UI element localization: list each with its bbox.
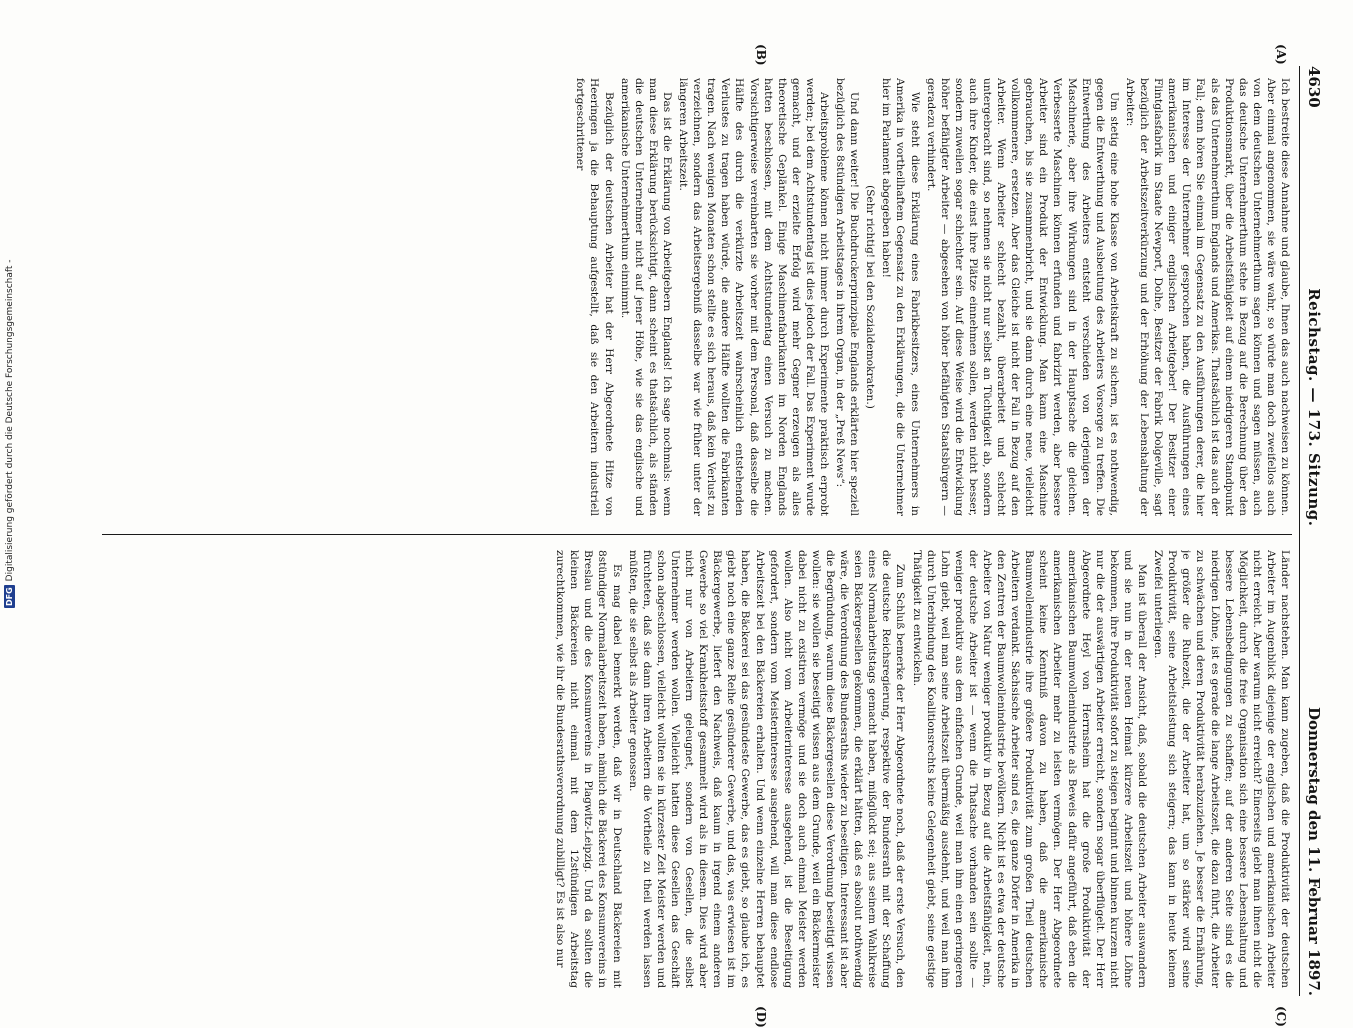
margin-marker-b: (B) <box>754 44 768 66</box>
page-number: 4630 <box>1305 66 1323 108</box>
paragraph: Bezüglich der deutschen Arbeiter hat der Herr Abgeordnete Hitze von Heeringen ja die Behauptung aufgestellt, daß sie den Arbeitern industriell fortgeschrittener <box>574 78 615 516</box>
quote-paragraph: Arbeitsprobleme können nicht immer durch Experimente praktisch erprobt werden; bei dem Achtstundentag ist dies jedoch der Fall. Das Experiment wurde gemacht, und der erzielte Erfolg wird mehr Gegner erzeugen als alles theoretische Geplänkel. Einige Maschinenfabrikanten im Norden Englands hatten beschlossen, mit dem Achtstundentag einen Versuch zu machen. Vorsichtigerweise vereinbarten sie vorher mit dem Personal, daß dasselbe die Hälfte des durch die verkürzte Arbeitszeit wahrscheinlich entstehenden Verlustes zu tragen haben würde, die andere Hälfte wollten die Fabrikanten tragen. Nach wenigen Monaten schon stellte es sich heraus, daß kein Verlust zu verzeichnen, sondern das Arbeitsergebniß dasselbe war wie früher unter der längeren Arbeitszeit. <box>677 78 830 516</box>
dfg-logo: DFG <box>5 587 14 606</box>
paragraph: Länder nachstehen. Man kann zugeben, daß die Produktivität der deutschen Arbeiter im Augenblick diejenige der englischen und amerikanischen Arbeiter nicht erreicht. Aber warum nicht erreicht? Einerseits giebt man ihnen nicht die Möglichkeit, durch die freie Organisation sich eine bessere Lebenshaltung und bessere Lebensbedingungen zu schaffen; auf der anderen Seite sind es die niedrigen Löhne, ist es gerade die lange Arbeitszeit, die dazu führt, die Arbeiter zu schwächen und deren Produktivität herabzuziehen. Je besser die Ernährung, je größer die Ruhezeit, die der Arbeiter hat, um so stärker wird seine Produktivität, seine Arbeitsleistung sich steigern; das kann in heute keinem Zweifel unterliegen. <box>1152 550 1291 988</box>
margin-marker-a: (A) <box>1274 44 1288 65</box>
digitization-credit <box>4 259 15 608</box>
paragraph: Zum Schluß bemerke der Herr Abgeordnete noch, daß der erste Versuch, den die deutsche Reichsregierung, respektive der Bundesrath mit der Schaffung eines Normalarbeitstags gemacht haben, mißglückt sei; aus seinem Wahlkreise seien Bäckergesellen gekommen, die erklärt hätten, daß es absolut nothwendig wäre, die Verordnung des Bundesraths wieder zu beseitigen. Interessant ist aber die Begründung, warum diese Bäckergesellen diese Verordnung beseitigt wissen wollen: sie wollen sie beseitigt wissen aus dem Grunde, weil ein Bäckermeister dabei nicht zu existiren vermöge und sie doch auch einmal Meister werden wollen. Also nicht vom Arbeiterinteresse ausgehend, ist die Beseitigung gefordert, sondern vom Meisterinteresse ausgehend, will man diese endlose Arbeitszeit bei den Bäckereien erhalten. Und wenn einzelne Herren behauptet haben, die Bäckerei sei das gesündeste Gewerbe, das es giebt, so glaube ich, es giebt noch eine ganze Reihe gesünderer Gewerbe, und das, was erwiesen ist im Bäckergewerbe, liefert den Nachweis, daß kaum in irgend einem anderen Gewerbe so viel Krankheitsstoff gesammelt wird als in diesem. Dies wird aber nicht nur von Arbeitern geleugnet, sondern von Gesellen, die selbst Unternehmer werden wollen. Vielleicht hatten diese Gesellen das Geschäft schon abgeschlossen, vielleicht wollten sie in kürzester Zeit Meister werden und fürchteten, daß sie dann ihren Arbeitern die Vortheile zu theil werden lassen müßten, die sie selbst als Arbeiter genossen. <box>626 550 907 988</box>
paragraph: Ich bestreite diese Annahme und glaube, Ihnen das auch nachweisen zu können. Aber einmal angenommen, sie wäre wahr, so würde man doch zweifellos auch von dem deutschen Unternehmerthum sagen können und sagen müssen, auch das deutsche Unternehmerthum stehe in Bezug auf die Berechnung über den Produktionsmarkt, über die Arbeitsfähigkeit auf einem niedrigeren Standpunkt als das Unternehmerthum Englands und Amerikas. Thatsächlich ist das auch der Fall; denn hören Sie einmal im Gegensatz zu den Ausführungen derer, die hier im Interesse der Unternehmer gesprochen haben, die Ausführungen eines amerikanischen und einiger englischen Arbeitgeber! Der Besitzer einer Flintglasfabrik im Staate Newport, Dolhe, Besitzer der Fabrik Dolgeville, sagt bezüglich der Arbeitszeitverkürzung und der Erhöhung der Lebenshaltung der Arbeiter: <box>1123 78 1291 516</box>
paragraph: Es mag dabei bemerkt werden, daß wir in Deutschland Bäckereien mit 8stündiger Normalarbeitszeit haben, nämlich die Bäckerei des Konsumvereins in Breslau und die des Konsumvereins in Plagwitz-Leipzig. Und da sollten die kleinen Bäckereien nicht einmal mit dem 12stündigen Arbeitstag zurechtkommen, wie ihr die Bundesrathsverordnung zubilligt? Es ist also nur <box>554 550 623 988</box>
session-title: Reichstag. — 173. Sitzung. <box>1305 288 1323 527</box>
session-date: Donnerstag den 11. Februar 1897. <box>1305 706 1323 996</box>
right-text-column <box>102 550 1292 988</box>
interjection: (Sehr richtig! bei den Sozialdemokraten.) <box>864 185 877 409</box>
paragraph: Und dann weiter! Die Buchdruckerprinzipale Englands erklärten hier speziell bezüglich des 8stündigen Arbeitstages in ihrem Organ, in der „Preß News“: <box>834 78 861 516</box>
paragraph: Das ist die Erklärung von Arbeitgebern Englands! Ich sage nochmals: wenn man diese Erklärung berücksichtigt, dann scheint es thatsächlich, als ständen die deutschen Unternehmer nicht auf jener Höhe, wie sie das englische und amerikanische Unternehmerthum einnimmt. <box>618 78 673 516</box>
credit-text: Digitalisierung gefördert durch die Deutsche Forschungsgemeinschaft - <box>4 259 15 582</box>
margin-marker-d: (D) <box>754 1006 768 1028</box>
quote-paragraph: Um stetig eine hohe Klasse von Arbeitskraft zu sichern, ist es nothwendig, gegen die Entwerthung und Ausbeutung des Arbeiters Vorsorge zu treffen. Die Entwerthung des Arbeiters entsteht verschieden von derjenigen der Maschinerie, aber ihre Wirkungen sind in der Hauptsache die gleichen. Verbesserte Maschinen können erfunden und fabrizirt werden, aber bessere Arbeiter sind ein Produkt der Entwicklung. Man kann eine Maschine gebrauchen, bis sie zusammenbricht, und sie dann durch eine neue, vielleicht vollkommenere, ersetzen. Aber das Gleiche ist nicht der Fall in Bezug auf den Arbeiter. Wenn Arbeiter schlecht bezahlt, überarbeitet und schlecht untergebracht sind, so nehmen sie nicht nur selbst an Tüchtigkeit ab, sondern auch ihre Kinder, die einst ihre Plätze einnehmen sollen, werden nicht besser, sondern zuweilen sogar schlechter sein. Auf diese Weise wird die Entwicklung höher befähigter Arbeiter — abgesehen von höher befähigten Staatsbürgern — geradezu verhindert. <box>924 78 1120 516</box>
column-divider <box>102 534 1292 535</box>
paragraph: Wie steht diese Erklärung eines Fabrikbesitzers, eines Unternehmers in Amerika in vortheilhaftem Gegensatz zu den Erklärungen, die die Unternehmer hier im Parlament abgegeben haben! <box>880 78 921 516</box>
rotated-page-content <box>88 44 1328 1028</box>
page-header <box>1299 66 1328 996</box>
paragraph: Man ist überall der Ansicht, daß, sobald die deutschen Arbeiter auswandern und sie nun in der neuen Heimat kürzere Arbeitszeit und höhere Löhne bekommen, ihre Produktivität sofort zu steigen beginnt und binnen kurzem nicht nur die der auswärtigen Arbeiter erreicht, sondern sogar überflügelt. Der Herr Abgeordnete Heyl von Herrnsheim hat die große Produktivität der amerikanischen Baumwollenindustrie als Beweis dafür angeführt, daß eben die amerikanischen Arbeiter mehr zu leisten vermögen. Der Herr Abgeordnete scheint keine Kenntniß davon zu haben, daß die amerikanische Baumwollenindustrie ihre größere Produktivität zum großen Theil deutschen Arbeitern verdankt. Sächsische Arbeiter sind es, die ganze Dörfer in Amerika in den Zentren der Baumwollenindustrie bevölkern. Nicht ist es etwa der deutsche Arbeiter von Natur weniger produktiv in Bezug auf die Arbeitsfähigkeit, nein, der deutsche Arbeiter ist — wenn die Thatsache vorhanden sein sollte — weniger produktiv aus dem einfachen Grunde, weil man ihm einen geringeren Lohn giebt, weil man seine Arbeitszeit übermäßig ausdehnt, und weil man ihm durch Unterbindung des Koalitionsrechts keine Gelegenheit giebt, seine geistige Thätigkeit zu entwickeln. <box>910 550 1149 988</box>
margin-marker-c: (C) <box>1274 1006 1288 1027</box>
left-text-column <box>102 78 1292 516</box>
